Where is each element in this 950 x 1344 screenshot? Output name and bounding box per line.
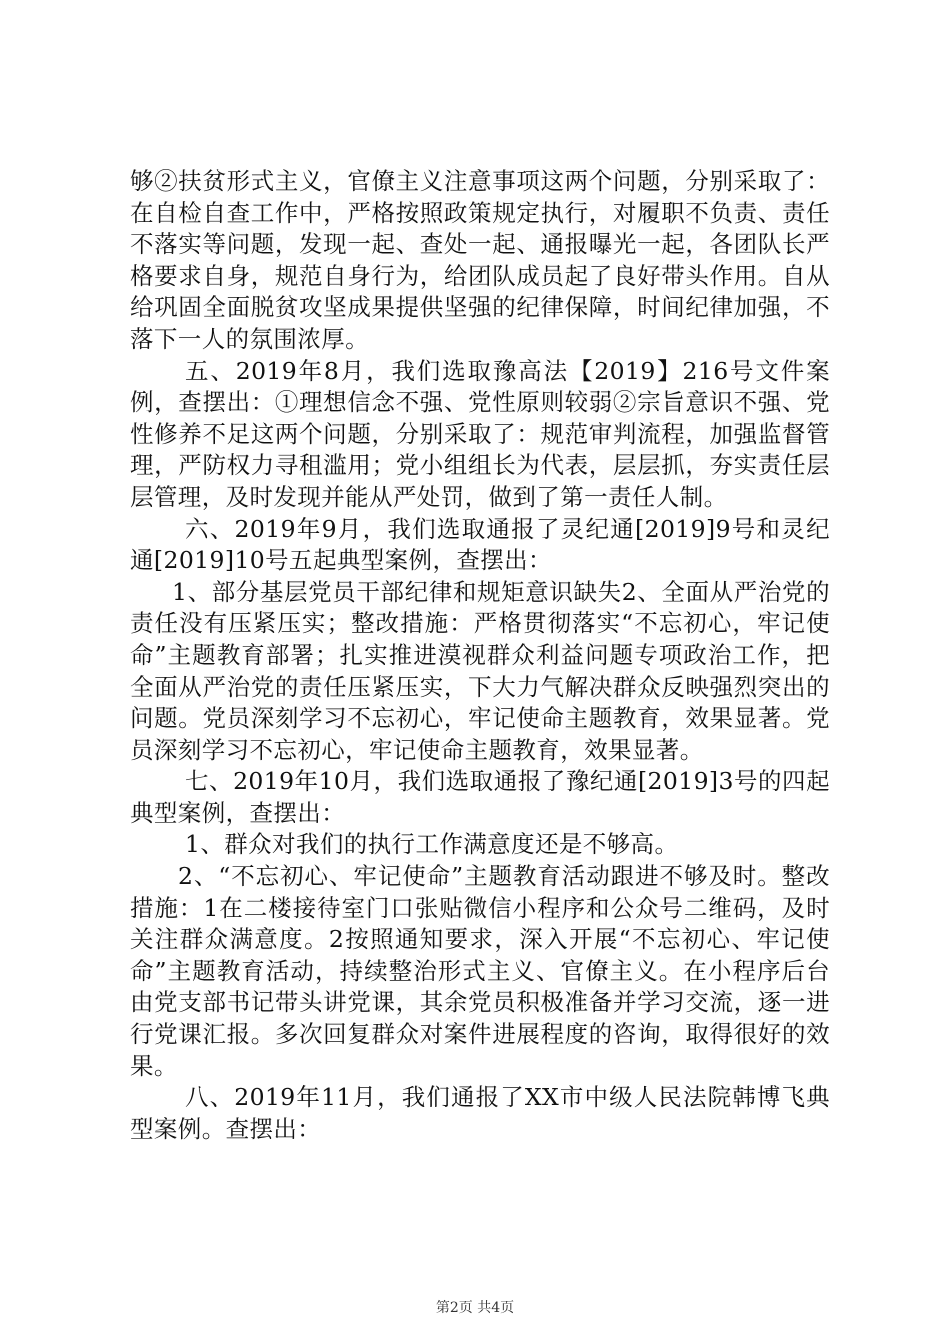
- paragraph-section-eight: 八、2019年11月，我们通报了XX市中级人民法院韩博飞典型案例。查摆出：: [130, 1083, 830, 1143]
- page-number-footer: 第2页 共4页: [435, 1300, 515, 1316]
- document-body: [130, 166, 830, 1145]
- paragraph-section-six-item: 1、部分基层党员干部纪律和规矩意识缺失2、全面从严治党的责任没有压紧压实；整改措施：严格贯彻落实“不忘初心，牢记使命”主题教育部署；扎实推进漠视群众利益问题专项政治工作，把全面从严治党的责任压紧压实，下大力气解决群众反映强烈突出的问题。党员深刻学习不忘初心，牢记使命主题教育，效果显著。党员深刻学习不忘初心，牢记使命主题教育，效果显著。: [130, 577, 830, 764]
- paragraph-section-seven-item-two: 2、“不忘初心、牢记使命”主题教育活动跟进不够及时。整改措施：1在二楼接待室门口张贴微信小程序和公众号二维码，及时关注群众满意度。2按照通知要求，深入开展“不忘初心、牢记使命”主题教育活动，持续整治形式主义、官僚主义。在小程序后台由党支部书记带头讲党课，其余党员积极准备并学习交流，逐一进行党课汇报。多次回复群众对案件进展程度的咨询，取得很好的效果。: [130, 862, 830, 1080]
- paragraph-section-six: 六、2019年9月，我们选取通报了灵纪通[2019]9号和灵纪通[2019]10号五起典型案例，查摆出：: [130, 514, 830, 575]
- paragraph-section-seven-item-one: 1、群众对我们的执行工作满意度还是不够高。: [185, 830, 679, 859]
- paragraph-section-seven: 七、2019年10月，我们选取通报了豫纪通[2019]3号的四起典型案例，查摆出：: [130, 767, 830, 827]
- paragraph-continuation: 够②扶贫形式主义，官僚主义注意事项这两个问题，分别采取了：在自检自查工作中，严格按照政策规定执行，对履职不负责、责任不落实等问题，发现一起、查处一起、通报曝光一起，各团队长严格要求自身，规范自身行为，给团队成员起了良好带头作用。自从给巩固全面脱贫攻坚成果提供坚强的纪律保障，时间纪律加强，不落下一人的氛围浓厚。: [130, 167, 830, 353]
- paragraph-section-five: 五、2019年8月，我们选取豫高法【2019】216号文件案例，查摆出：①理想信念不强、党性原则较弱②宗旨意识不强、党性修养不足这两个问题，分别采取了：规范审判流程，加强监督管理，严防权力寻租滥用；党小组组长为代表，层层抓，夯实责任层层管理，及时发现并能从严处罚，做到了第一责任人制。: [130, 356, 830, 511]
